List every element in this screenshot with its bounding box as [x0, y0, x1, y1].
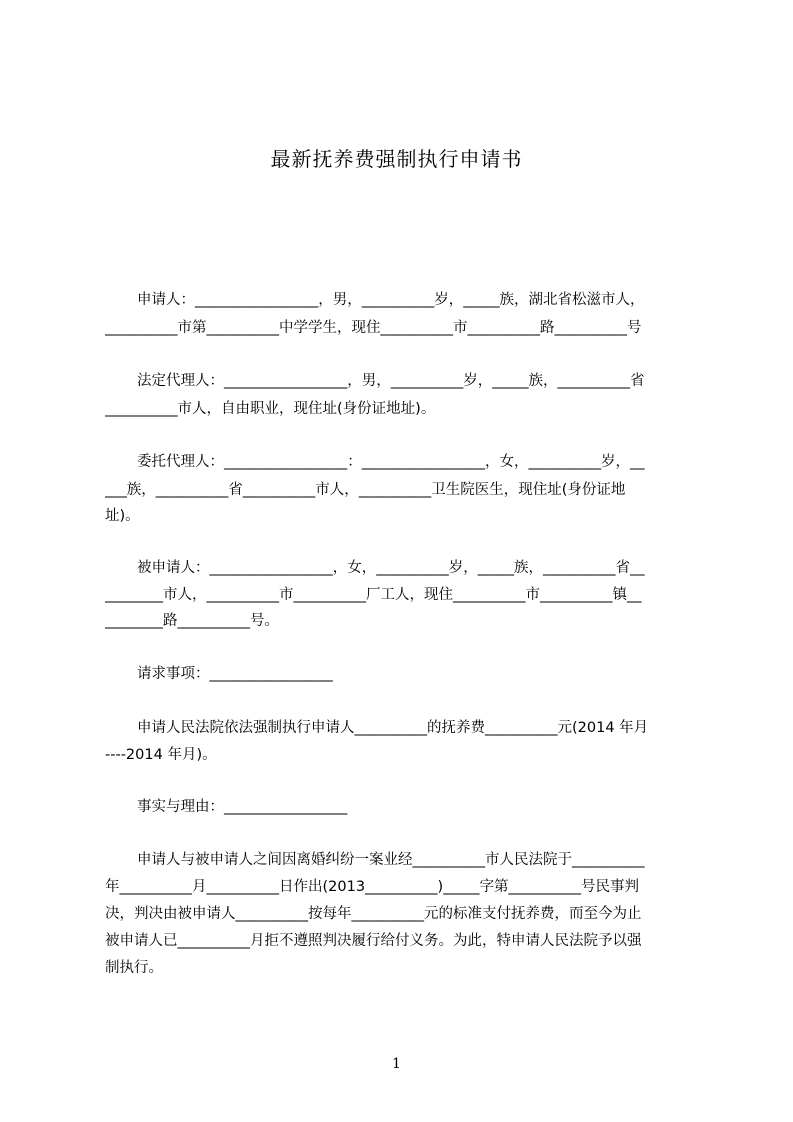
facts-line-4: 被申请人已__________月拒不遵照判决履行给付义务。为此，特申请人民法院予以强 — [105, 933, 642, 949]
page-number: 1 — [392, 1056, 401, 1072]
respondent-line-1: 被申请人：_________________，女，__________岁，_____族，__________省__ — [137, 560, 645, 576]
legal-agent-line-2: __________市人，自由职业，现住址(身份证地址)。 — [105, 401, 436, 417]
request-heading: 请求事项：_________________ — [137, 666, 333, 682]
respondent-line-3: ________路__________号。 — [105, 613, 279, 629]
facts-line-5: 制执行。 — [105, 960, 163, 976]
document-title: 最新抚养费强制执行申请书 — [270, 147, 523, 171]
entrusted-agent-line-3: 址)。 — [105, 508, 140, 524]
legal-agent-line-1: 法定代理人：_________________，男，__________岁，_____族，__________省 — [137, 373, 645, 389]
request-line-1: 申请人民法院依法强制执行申请人__________的抚养费__________元(2014 年月 — [137, 720, 649, 736]
facts-line-1: 申请人与被申请人之间因离婚纠纷一案业经__________市人民法院于__________ — [137, 852, 645, 868]
request-line-2: ----2014 年月)。 — [105, 747, 217, 763]
applicant-line-1: 申请人：_________________，男，__________岁，_____族，湖北省松滋市人， — [137, 292, 645, 308]
facts-line-3: 决，判决由被申请人__________按每年__________元的标准支付抚养费，而至今为止 — [105, 906, 642, 922]
applicant-line-2: __________市第__________中学学生，现住__________市__________路__________号 — [105, 320, 642, 336]
respondent-line-2: ________市人，__________市__________厂工人，现住__________市__________镇__ — [105, 587, 642, 603]
facts-heading: 事实与理由：_________________ — [137, 799, 348, 815]
entrusted-agent-line-1: 委托代理人：_________________：_________________，女，__________岁，__ — [137, 454, 645, 470]
facts-line-2: 年__________月__________日作出(2013__________)_____字第__________号民事判 — [105, 879, 639, 895]
entrusted-agent-line-2: ___族，__________省__________市人，__________卫生院医生，现住址(身份证地 — [105, 482, 626, 498]
